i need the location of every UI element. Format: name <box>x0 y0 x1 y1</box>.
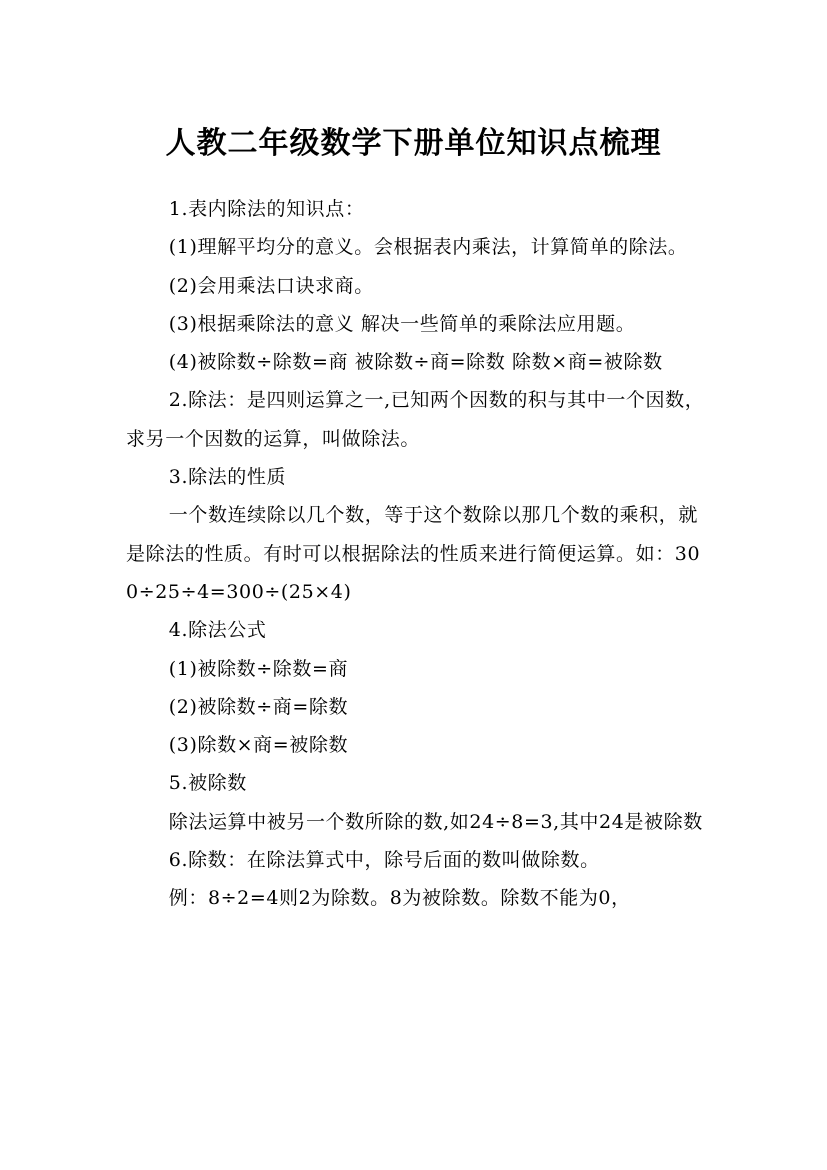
paragraph-12: (3)除数×商=被除数 <box>168 734 349 757</box>
paragraph-14: 除法运算中被另一个数所除的数,如24÷8=3,其中24是被除数 <box>168 810 703 833</box>
paragraph-16: 例：8÷2=4则2为除数。8为被除数。除数不能为0， <box>168 887 631 910</box>
paragraph-9: 4.除法公式 <box>168 619 267 642</box>
paragraph-13: 5.被除数 <box>168 772 247 795</box>
paragraph-11: (2)被除数÷商=除数 <box>168 695 349 718</box>
paragraph-15: 6.除数：在除法算式中，除号后面的数叫做除数。 <box>168 849 600 872</box>
paragraph-7: 3.除法的性质 <box>168 466 287 489</box>
paragraph-1: 1.表内除法的知识点： <box>168 198 365 220</box>
paragraph-10: (1)被除数÷除数=商 <box>168 657 349 680</box>
paragraph-8: 一个数连续除以几个数，等于这个数除以那几个数的乘积，就是除法的性质。有时可以根据除法的性质来进行简便运算。如：300÷25÷4=300÷(25×4) <box>126 504 701 603</box>
paragraph-3: (2)会用乘法口诀求商。 <box>168 274 374 297</box>
paragraph-4: (3)根据乘除法的意义 解决一些简单的乘除法应用题。 <box>168 312 636 335</box>
document-body <box>126 190 706 918</box>
paragraph-2: (1)理解平均分的意义。会根据表内乘法，计算简单的除法。 <box>168 236 688 259</box>
document-title: 人教二年级数学下册单位知识点梳理 <box>165 126 662 162</box>
paragraph-6: 2.除法：是四则运算之一,已知两个因数的积与其中一个因数，求另一个因数的运算，叫做除法。 <box>126 389 705 450</box>
paragraph-5: (4)被除数÷除数=商 被除数÷商=除数 除数×商=被除数 <box>168 351 663 374</box>
